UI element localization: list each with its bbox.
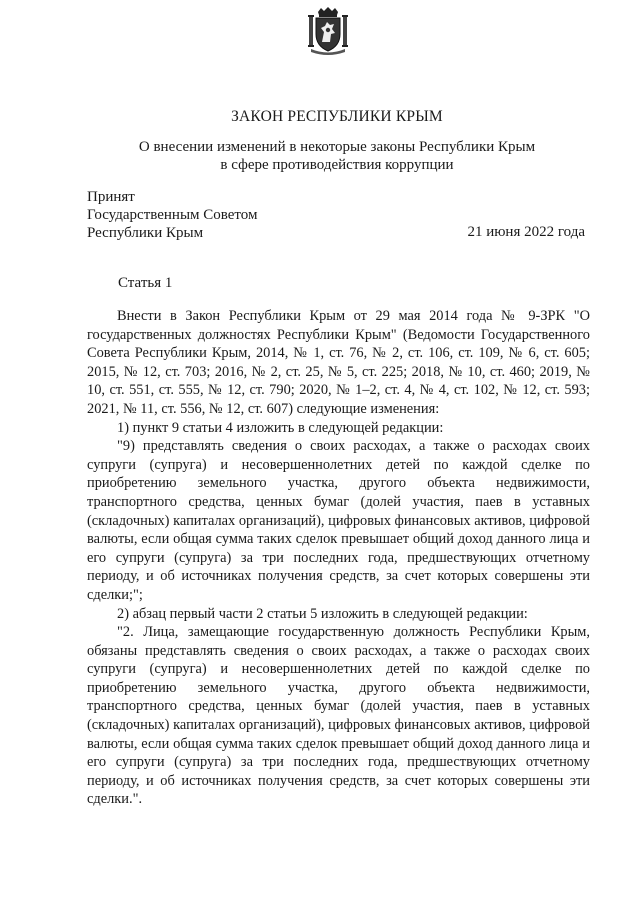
article-heading: Статья 1 — [118, 275, 173, 291]
subtitle-line-1: О внесении изменений в некоторые законы Республики Крым — [138, 139, 536, 155]
article-body — [87, 307, 590, 809]
adoption-line-2: Государственным Советом — [87, 207, 258, 223]
adoption-block — [87, 188, 258, 242]
adoption-date: 21 июня 2022 года — [467, 224, 585, 240]
article-paragraph: 2) абзац первый части 2 статьи 5 изложить в следующей редакции: — [117, 605, 528, 622]
law-title: ЗАКОН РЕСПУБЛИКИ КРЫМ — [231, 108, 443, 125]
article-paragraph: "9) представлять сведения о своих расходах, а также о расходах своих супруги (супруга) и несовершеннолетних детей по каждой сделке по приобретению земельного участка, другого объекта недвижимости, транспортного средства, ценных бумаг (долей участия, паев в уставных (складочных) капиталах организаций), цифровых финансовых активов, цифровой валюты, если общая сумма таких сделок превышает общий доход данного лица и его супруги (супруга) за три последних года, предшествующих отчетному периоду, и об источниках получения средств, за счет которых совершены эти сделки;"; — [87, 438, 590, 603]
adoption-line-1: Принят — [87, 189, 135, 205]
subtitle-line-2: в сфере противодействия коррупции — [220, 157, 454, 173]
adoption-line-3: Республики Крым — [87, 225, 204, 241]
crimea-coat-of-arms-icon — [305, 6, 351, 56]
article-paragraph: 1) пункт 9 статьи 4 изложить в следующей редакции: — [117, 419, 444, 436]
law-subtitle — [0, 138, 640, 174]
article-paragraph: Внести в Закон Республики Крым от 29 мая 2014 года № 9-ЗРК "О государственных должностях Республики Крым" (Ведомости Государственного Совета Республики Крым, 2014, № 1, ст. 76, № 2, ст. 106, ст. 109, № 6, ст. 605; 2015, № 12, ст. 703; 2016, № 2, ст. 25, № 5, ст. 225; 2018, № 10, ст. 460; 2019, № 10, ст. 551, ст. 555, № 12, ст. 790; 2020, № 1–2, ст. 4, № 4, ст. 102, № 12, ст. 593; 2021, № 11, ст. 556, № 12, ст. 607) следующие изменения: — [87, 308, 590, 417]
article-paragraph: "2. Лица, замещающие государственную должность Республики Крым, обязаны представлять сведения о своих расходах, а также о расходах своих супруги (супруга) и несовершеннолетних детей по каждой сделке по приобретению земельного участка, другого объекта недвижимости, транспортного средства, ценных бумаг (долей участия, паев в уставных (складочных) капиталах организаций), цифровых финансовых активов, цифровой валюты, если общая сумма таких сделок превышает общий доход данного лица и его супруги (супруга) за три последних года, предшествующих отчетному периоду, и об источниках получения средств, за счет которых совершены эти сделки.". — [87, 624, 590, 808]
